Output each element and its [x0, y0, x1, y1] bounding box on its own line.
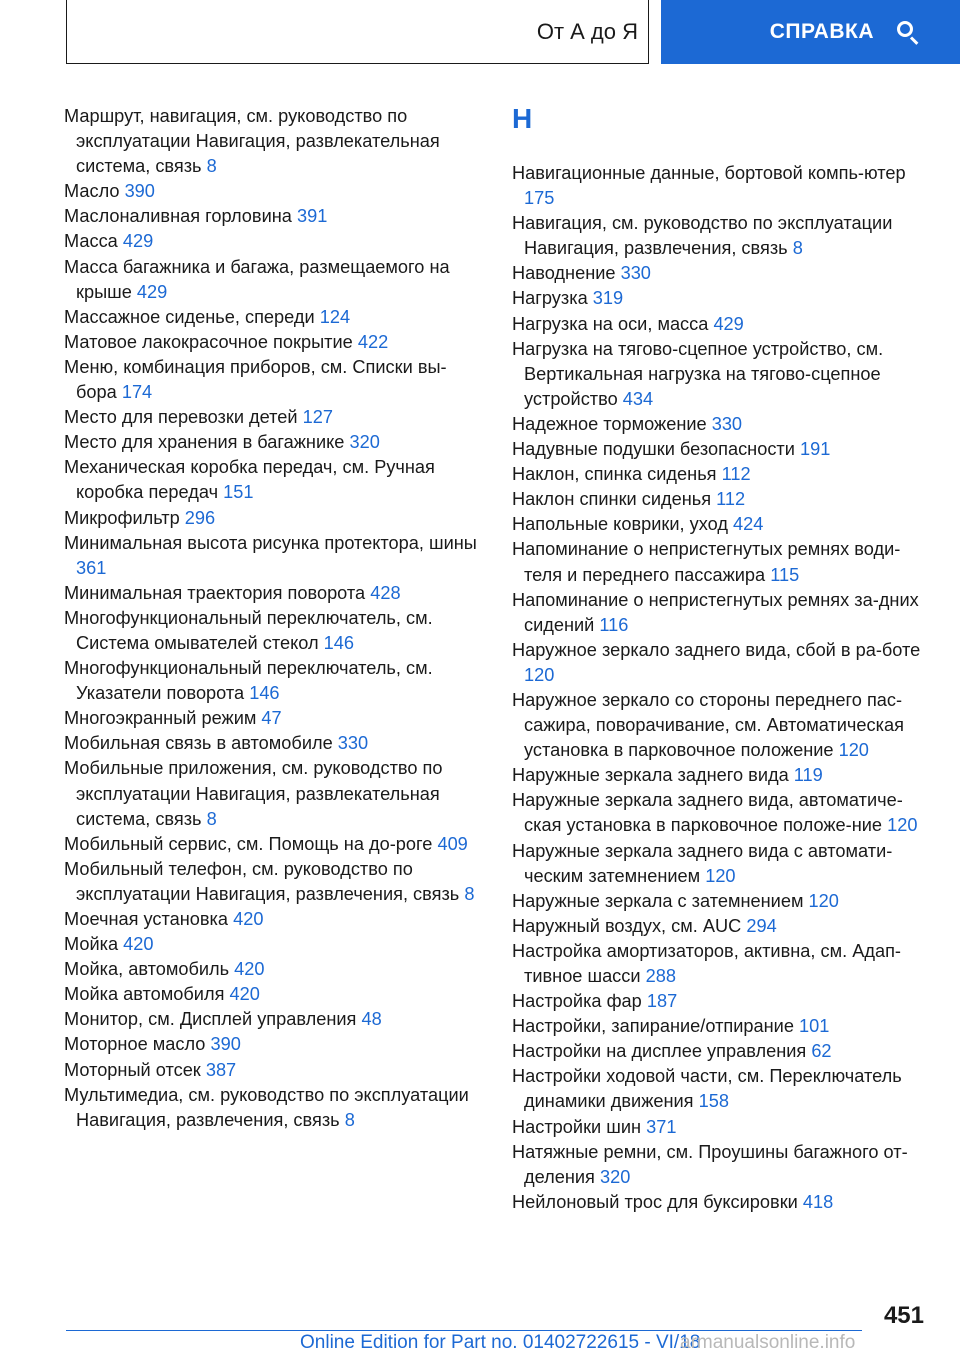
index-entry-text: Монитор, см. Дисплей управления [64, 1009, 357, 1030]
index-entry-text: Многофункциональный переключатель, см. Указатели поворота [64, 658, 433, 704]
index-entry-text: Наклон спинки сиденья [512, 489, 712, 510]
index-entry-text: Наклон, спинка сиденья [512, 464, 717, 485]
index-entry [512, 989, 932, 1014]
index-entry-text: Мойка автомобиля [64, 984, 225, 1005]
index-entry-text: Настройки на дисплее управления [512, 1041, 807, 1062]
index-entry-text: Наружные зеркала заднего вида [512, 765, 789, 786]
index-entry-page-link[interactable]: 119 [793, 765, 823, 786]
index-entry-text: Наводнение [512, 263, 616, 284]
index-entry-text: Нагрузка на тягово-сцепное устройство, см. Вертикальная нагрузка на тягово-сцепное устройство [512, 338, 884, 409]
index-entry-page-link[interactable]: 320 [349, 432, 380, 453]
index-entry-page-link[interactable]: 62 [811, 1041, 832, 1062]
index-entry-text: Массажное сиденье, спереди [64, 306, 315, 327]
index-entry [512, 261, 932, 286]
index-entry-page-link[interactable]: 387 [205, 1059, 237, 1080]
index-entry-text: Мойка [64, 934, 119, 955]
index-entry-text: Настройки шин [512, 1116, 642, 1137]
index-entry-page-link[interactable]: 422 [357, 331, 389, 352]
index-entry-page-link[interactable]: 120 [705, 865, 736, 886]
index-entry [512, 462, 932, 487]
index-entry-page-link[interactable]: 47 [261, 708, 282, 729]
index-entry [512, 688, 932, 763]
section-letter: Н [512, 103, 533, 134]
index-entry [64, 355, 484, 405]
index-entry-page-link[interactable]: 391 [296, 206, 328, 227]
index-entry [64, 430, 484, 455]
index-entry-page-link[interactable]: 288 [645, 966, 676, 986]
index-entry [512, 312, 932, 337]
index-entry-text: Мойка, автомобиль [64, 959, 230, 980]
index-entry-text: Мобильная связь в автомобиле [64, 733, 333, 754]
index-entry-page-link[interactable]: 48 [361, 1009, 382, 1030]
index-entry [64, 455, 484, 505]
index-entry-page-link[interactable]: 124 [319, 306, 351, 327]
index-column-right [512, 104, 932, 1215]
index-entry-text: Многофункциональный переключатель, см. Система омывателей стекол [64, 607, 433, 653]
index-entry-page-link[interactable]: 151 [223, 482, 254, 503]
index-entry [512, 1115, 932, 1140]
index-entry [512, 939, 932, 989]
index-entry-page-link[interactable]: 187 [646, 991, 678, 1012]
index-entry-text: Наружное зеркало заднего вида, сбой в ра-боте [512, 639, 921, 660]
index-entry-page-link[interactable]: 112 [716, 489, 746, 510]
index-entry-page-link[interactable]: 429 [122, 231, 154, 252]
index-entry [64, 1083, 484, 1133]
index-entry-page-link[interactable]: 390 [210, 1034, 241, 1055]
index-entry-page-link[interactable]: 420 [234, 959, 265, 980]
index-entry [64, 1007, 484, 1032]
index-entry-text: Маслоналивная горловина [64, 206, 292, 227]
index-entry-text: Меню, комбинация приборов, см. Списки вы-бора [64, 356, 447, 403]
index-entry-page-link[interactable]: 112 [721, 464, 751, 485]
index-entry [64, 305, 484, 330]
index-entry-text: Мультимедиа, см. руководство по эксплуатации Навигация, развлечения, связь [64, 1084, 469, 1130]
index-entry-text: Место для перевозки детей [64, 407, 298, 428]
index-entry-page-link[interactable]: 320 [599, 1166, 631, 1187]
index-entry [64, 1058, 484, 1083]
index-entry [512, 487, 932, 512]
index-entry-page-link[interactable]: 8 [792, 238, 803, 259]
index-entry [64, 330, 484, 355]
index-entry [512, 914, 932, 939]
index-entry-page-link[interactable]: 8 [344, 1109, 355, 1130]
index-entry-text: Натяжные ремни, см. Проушины багажного от-деления [512, 1141, 908, 1187]
index-entry [64, 832, 484, 857]
index-entry-text: Навигация, см. руководство по эксплуатации Навигация, развлечения, связь [512, 213, 893, 259]
index-entry-text: Моторный отсек [64, 1059, 201, 1080]
index-entry-page-link[interactable]: 330 [711, 413, 743, 434]
index-entry [512, 788, 932, 838]
index-entry-page-link[interactable]: 434 [622, 388, 654, 409]
index-entry-page-link[interactable]: 127 [302, 407, 333, 428]
index-entry-page-link[interactable]: 115 [770, 564, 800, 585]
index-entry-text: Минимальная высота рисунка протектора, шины [64, 532, 477, 553]
search-icon [896, 20, 920, 44]
index-entry-text: Настройки, запирание/отпирание [512, 1016, 794, 1037]
index-entry [64, 405, 484, 430]
index-entry-text: Нейлоновый трос для буксировки [512, 1191, 798, 1212]
index-entry [512, 161, 932, 211]
index-entry-text: Наружные зеркала с затемнением [512, 890, 804, 911]
index-entry-page-link[interactable]: 146 [249, 683, 280, 704]
index-entry-text: Нагрузка на оси, масса [512, 313, 709, 334]
index-entry-text: Моторное масло [64, 1034, 206, 1055]
index-entry-text: Надувные подушки безопасности [512, 439, 795, 460]
index-entry [64, 255, 484, 305]
index-entry-text: Мобильные приложения, см. руководство по эксплуатации Навигация, развлекательная система, связь [64, 758, 443, 829]
index-entry [64, 104, 484, 179]
index-entry-page-link[interactable]: 390 [124, 181, 155, 202]
index-entry [64, 606, 484, 656]
index-entry-page-link[interactable]: 319 [592, 288, 624, 309]
footer-edition: Online Edition for Part no. 01402722615 - VI/18 [300, 1332, 701, 1353]
index-entry-page-link[interactable]: 101 [799, 1016, 830, 1037]
index-entry-text: Настройка амортизаторов, активна, см. Адап-тивное шасси [512, 940, 901, 986]
index-entry-text: Микрофильтр [64, 507, 180, 528]
index-entry [64, 531, 484, 581]
index-entry [512, 638, 932, 688]
index-entry-page-link[interactable]: 120 [838, 740, 869, 761]
index-entry-page-link[interactable]: 330 [620, 263, 651, 284]
index-entry [64, 756, 484, 831]
index-entry [512, 537, 932, 587]
index-entry [512, 1190, 932, 1215]
index-entry-text: Настройка фар [512, 991, 642, 1012]
index-entry [64, 706, 484, 731]
index-entry-page-link[interactable]: 120 [524, 664, 555, 685]
index-entry-page-link[interactable]: 361 [76, 557, 107, 578]
footer-divider [66, 1330, 862, 1331]
index-entry-page-link[interactable]: 296 [184, 507, 216, 528]
index-entry-page-link[interactable]: 294 [746, 915, 777, 936]
index-entry [512, 337, 932, 412]
index-entry-text: Масса багажника и багажа, размещаемого на крыше [64, 256, 450, 302]
index-entry-text: Настройки ходовой части, см. Переключатель динамики движения [512, 1066, 902, 1112]
index-entry-page-link[interactable]: 120 [887, 815, 918, 836]
index-entry [64, 957, 484, 982]
index-entry-page-link[interactable]: 116 [599, 614, 629, 635]
index-entry-page-link[interactable]: 146 [323, 632, 354, 653]
index-entry [512, 1014, 932, 1039]
index-entry [64, 907, 484, 932]
index-entry-text: Навигационные данные, бортовой компь-ютер [512, 163, 906, 183]
index-entry-text: Напоминание о непристегнутых ремнях за-дних сидений [512, 589, 919, 635]
index-entry [512, 512, 932, 537]
index-entry-page-link[interactable]: 175 [524, 188, 555, 209]
index-entry-text: Мобильный телефон, см. руководство по эксплуатации Навигация, развлечения, связь [64, 858, 460, 904]
index-entry [64, 982, 484, 1007]
index-entry-text: Матовое лакокрасочное покрытие [64, 331, 353, 352]
index-entry-text: Механическая коробка передач, см. Ручная коробка передач [64, 457, 435, 503]
index-entry-page-link[interactable]: 418 [802, 1191, 834, 1212]
page-number: 451 [883, 1302, 924, 1329]
index-entry-text: Моечная установка [64, 909, 229, 929]
index-entry-page-link[interactable]: 8 [206, 808, 217, 829]
index-entry-text: Масло [64, 181, 120, 202]
index-entry [512, 1140, 932, 1190]
index-entry [512, 839, 932, 889]
index-entry-page-link[interactable]: 429 [136, 281, 168, 302]
index-entry-text: Многоэкранный режим [64, 708, 257, 729]
index-entry [64, 857, 484, 907]
index-entry-page-link[interactable]: 428 [370, 582, 401, 603]
index-entry-page-link[interactable]: 420 [123, 934, 154, 955]
index-entry [64, 731, 484, 756]
index-entry-page-link[interactable]: 174 [121, 382, 153, 403]
tab-a-to-z-label: От А до Я [536, 18, 638, 44]
tab-a-to-z[interactable] [66, 0, 649, 64]
index-entry [512, 211, 932, 261]
index-entry [512, 286, 932, 311]
index-entry-page-link[interactable]: 420 [233, 909, 264, 929]
index-entry [64, 581, 484, 606]
index-entry-page-link[interactable]: 191 [799, 439, 831, 460]
index-entry-text: Наружные зеркала заднего вида с автомати-ческим затемнением [512, 840, 893, 886]
index-entry [512, 1064, 932, 1114]
index-entry-text: Наружный воздух, см. AUC [512, 915, 742, 936]
index-entry-page-link[interactable]: 8 [464, 883, 475, 904]
index-entry [512, 588, 932, 638]
tab-help-label: СПРАВКА [769, 20, 874, 43]
index-entry [512, 889, 932, 914]
index-entry [64, 204, 484, 229]
watermark: armanualsonline.info [680, 1332, 856, 1353]
index-entry [64, 229, 484, 254]
index-entry-page-link[interactable]: 8 [206, 156, 217, 177]
index-entry-text: Место для хранения в багажнике [64, 432, 345, 453]
index-entry-text: Напоминание о непристегнутых ремнях води-теля и переднего пассажира [512, 539, 901, 585]
index-entry-text: Нагрузка [512, 288, 588, 309]
index-entry-page-link[interactable]: 424 [733, 514, 764, 535]
index-column-left [64, 104, 484, 1133]
index-entry-text: Мобильный сервис, см. Помощь на до-роге [64, 833, 433, 854]
index-entry-page-link[interactable]: 158 [698, 1091, 729, 1112]
header [0, 0, 960, 66]
index-entry-text: Надежное торможение [512, 413, 707, 434]
index-entry [64, 506, 484, 531]
index-entry-text: Напольные коврики, уход [512, 514, 728, 535]
index-entry-page-link[interactable]: 409 [437, 833, 468, 854]
index-entry [64, 179, 484, 204]
index-entry-page-link[interactable]: 429 [713, 313, 744, 334]
index-entry-text: Минимальная траектория поворота [64, 582, 366, 603]
index-entry-text: Наружное зеркало со стороны переднего пас-сажира, поворачивание, см. Автоматическая установка в парковочное положение [512, 689, 904, 761]
index-entry [64, 932, 484, 957]
index-entry [512, 763, 932, 788]
index-entry-text: Масса [64, 231, 118, 252]
index-entry [512, 437, 932, 462]
index-entry-text: Маршрут, навигация, см. руководство по эксплуатации Навигация, развлекательная система, связь [64, 106, 440, 177]
index-entry-page-link[interactable]: 330 [337, 733, 369, 754]
index-entry-text: Наружные зеркала заднего вида, автоматиче-ская установка в парковочное положе-ние [512, 790, 903, 836]
tab-help[interactable] [661, 0, 960, 64]
index-entry-page-link[interactable]: 120 [808, 890, 839, 911]
index-entry [512, 412, 932, 437]
index-entry [512, 1039, 932, 1064]
index-entry [64, 656, 484, 706]
index-entry-page-link[interactable]: 371 [646, 1116, 677, 1137]
index-entry-page-link[interactable]: 420 [229, 984, 260, 1005]
index-entry [64, 1032, 484, 1057]
